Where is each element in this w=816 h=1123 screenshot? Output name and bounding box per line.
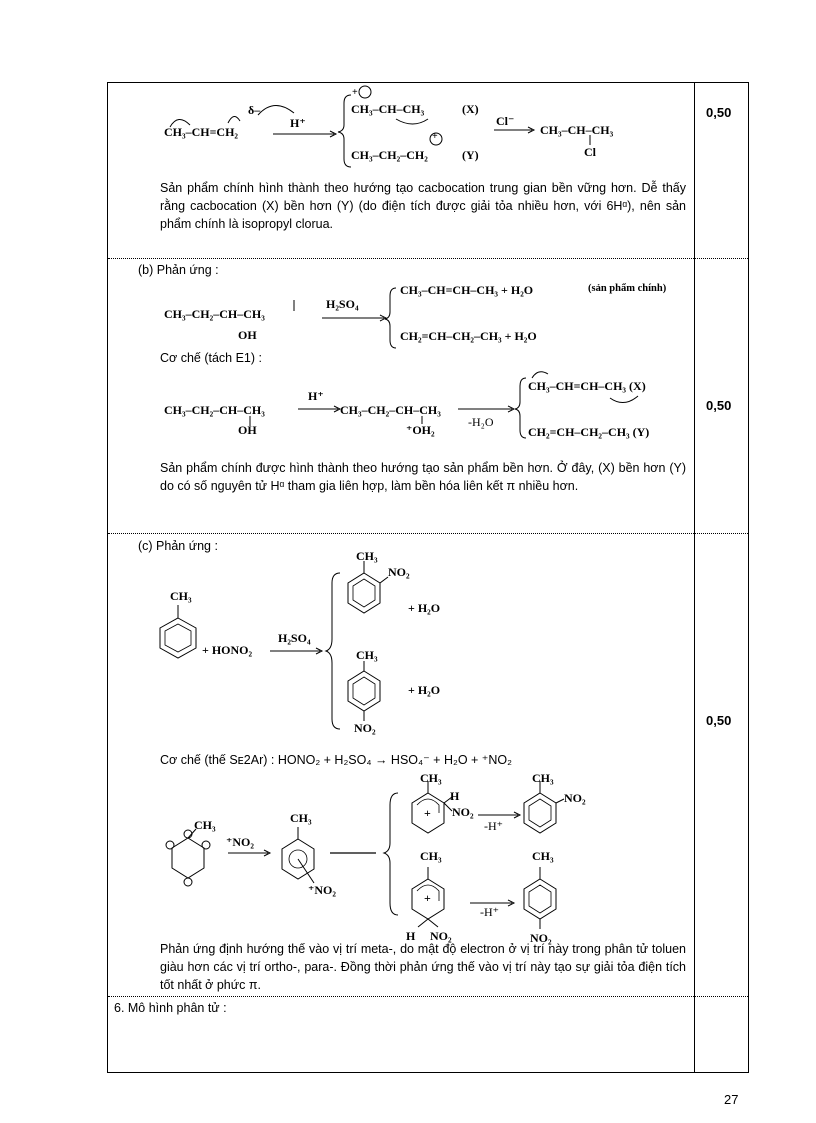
ortho-nitrotoluene-ch3: CH₃ [532, 771, 554, 785]
acid-reagent-b: H₂SO₄ [326, 297, 359, 311]
product-but-1-ene: CH₂=CH–CH₂–CH₃ + H₂O [400, 329, 537, 343]
toluene-ch3: CH₃ [170, 589, 192, 603]
product-chlorine: Cl [584, 145, 596, 159]
ortho-water: + H₂O [408, 601, 441, 615]
row-separator [108, 258, 748, 259]
main-product-note: (sản phẩm chính) [588, 283, 667, 294]
section-a-explanation: Sản phẩm chính hình thành theo hướng tạo cacbocation trung gian bền vững hơn. Dễ thấy rằng cacbocation (X) bền hơn (Y) (do điện tích được giải tỏa nhiều hơn, với 6Hᵅ), nên sản phẩm chính là isopropyl clorua. [160, 181, 686, 231]
reaction-c-structures [108, 543, 688, 1003]
sigma-para-no2: NO₂ [430, 929, 452, 943]
page-number: 27 [724, 1092, 739, 1107]
reactant-propene: CH₃–CH=CH₂ [164, 125, 239, 139]
pi-complex-no2: ⁺NO₂ [308, 883, 336, 897]
ortho-nitrotoluene-no2: NO₂ [564, 791, 586, 805]
score-b: 0,50 [706, 398, 732, 413]
sigma-ortho-ch3: CH₃ [420, 771, 442, 785]
para-nitrotoluene-no2: NO₂ [530, 931, 552, 945]
section-b-explanation: Sản phẩm chính được hình thành theo hướng tạo sản phẩm bền hơn. Ở đây, (X) bền hơn (Y) do có số nguyên tử Hᵅ tham gia liên hợp, làm bền hóa liên kết π nhiều hơn. [160, 461, 686, 493]
row-separator [108, 533, 748, 534]
delta-charge: δ– [248, 103, 261, 117]
cation-charge-x: + [352, 87, 358, 98]
mech-nitronium: ⁺NO₂ [226, 835, 254, 849]
sigma-para-h: H [406, 929, 416, 943]
sigma-ortho-h: H [450, 789, 460, 803]
mech-oxonium: CH₃–CH₂–CH–CH₃ [340, 403, 441, 417]
cation-x: CH₃–CH–CH₃ [351, 102, 425, 116]
cation-charge-y: + [432, 131, 438, 142]
acid-reagent-c: H₂SO₄ [278, 631, 311, 645]
sigma-para-plus: + [424, 891, 431, 905]
product-but-2-ene: CH₃–CH=CH–CH₃ + H₂O [400, 283, 534, 297]
chloride-reagent: Cl⁻ [496, 114, 515, 128]
mech-proton: H⁺ [308, 389, 324, 403]
score-a: 0,50 [706, 105, 732, 120]
minus-proton-para: -H⁺ [480, 905, 499, 919]
mech-alkene-y: CH₂=CH–CH₂–CH₃ (Y) [528, 425, 650, 439]
score-c: 0,50 [706, 713, 732, 728]
product-isopropyl-chloride: CH₃–CH–CH₃ [540, 123, 614, 137]
reactant-butanol: CH₃–CH₂–CH–CH₃ [164, 307, 265, 321]
proton-reagent: H⁺ [290, 116, 306, 130]
section-c-explanation: Phản ứng định hướng thế vào vị trí meta-, do mật độ electron ở vị trí này trong phân tử toluen giàu hơn các vị trí ortho-, para-. Đồng thời phản ứng thế vào vị trí này tạo sự giải tỏa điện tích tốt nhất ở phức π. [160, 942, 686, 992]
mech-minus-water: -H₂O [468, 415, 494, 429]
sigma-ortho-no2: NO₂ [452, 805, 474, 819]
para-water: + H₂O [408, 683, 441, 697]
mech-toluene-ch3: CH₃ [194, 818, 216, 832]
label-y: (Y) [462, 148, 479, 162]
mech-alkene-x: CH₃–CH=CH–CH₃ (X) [528, 379, 646, 393]
answer-table [107, 82, 749, 1073]
cation-y: CH₃–CH₂–CH₂ [351, 148, 428, 162]
label-x: (X) [462, 102, 479, 116]
score-column-divider [694, 83, 695, 1072]
para-nitrotoluene-ch3: CH₃ [532, 849, 554, 863]
sigma-para-ch3: CH₃ [420, 849, 442, 863]
sigma-ortho-plus: + [424, 806, 431, 820]
ortho-ch3: CH₃ [356, 549, 378, 563]
ortho-no2: NO₂ [388, 565, 410, 579]
para-ch3: CH₃ [356, 648, 378, 662]
pi-complex-ch3: CH₃ [290, 811, 312, 825]
mechanism-b-heading: Cơ chế (tách E1) : [160, 351, 262, 365]
minus-proton-ortho: -H⁺ [484, 819, 503, 833]
mechanism-c-heading: Cơ chế (thế Sᴇ2Ar) : HONO₂ + H₂SO₄ → HSO₄⁻ + H₂O + ⁺NO₂ [160, 753, 512, 767]
section-b-heading: (b) Phản ứng : [138, 263, 219, 277]
plus-nitric-acid: + HONO₂ [202, 643, 253, 657]
section-c-heading: (c) Phản ứng : [138, 539, 218, 553]
para-no2: NO₂ [354, 721, 376, 735]
mech-butanol: CH₃–CH₂–CH–CH₃ [164, 403, 265, 417]
mech-butanol-oh: OH [238, 423, 257, 437]
mech-oh2: ⁺OH₂ [406, 423, 435, 437]
section-6-heading: 6. Mô hình phân tử : [114, 1001, 227, 1015]
butanol-oh: OH [238, 328, 257, 342]
